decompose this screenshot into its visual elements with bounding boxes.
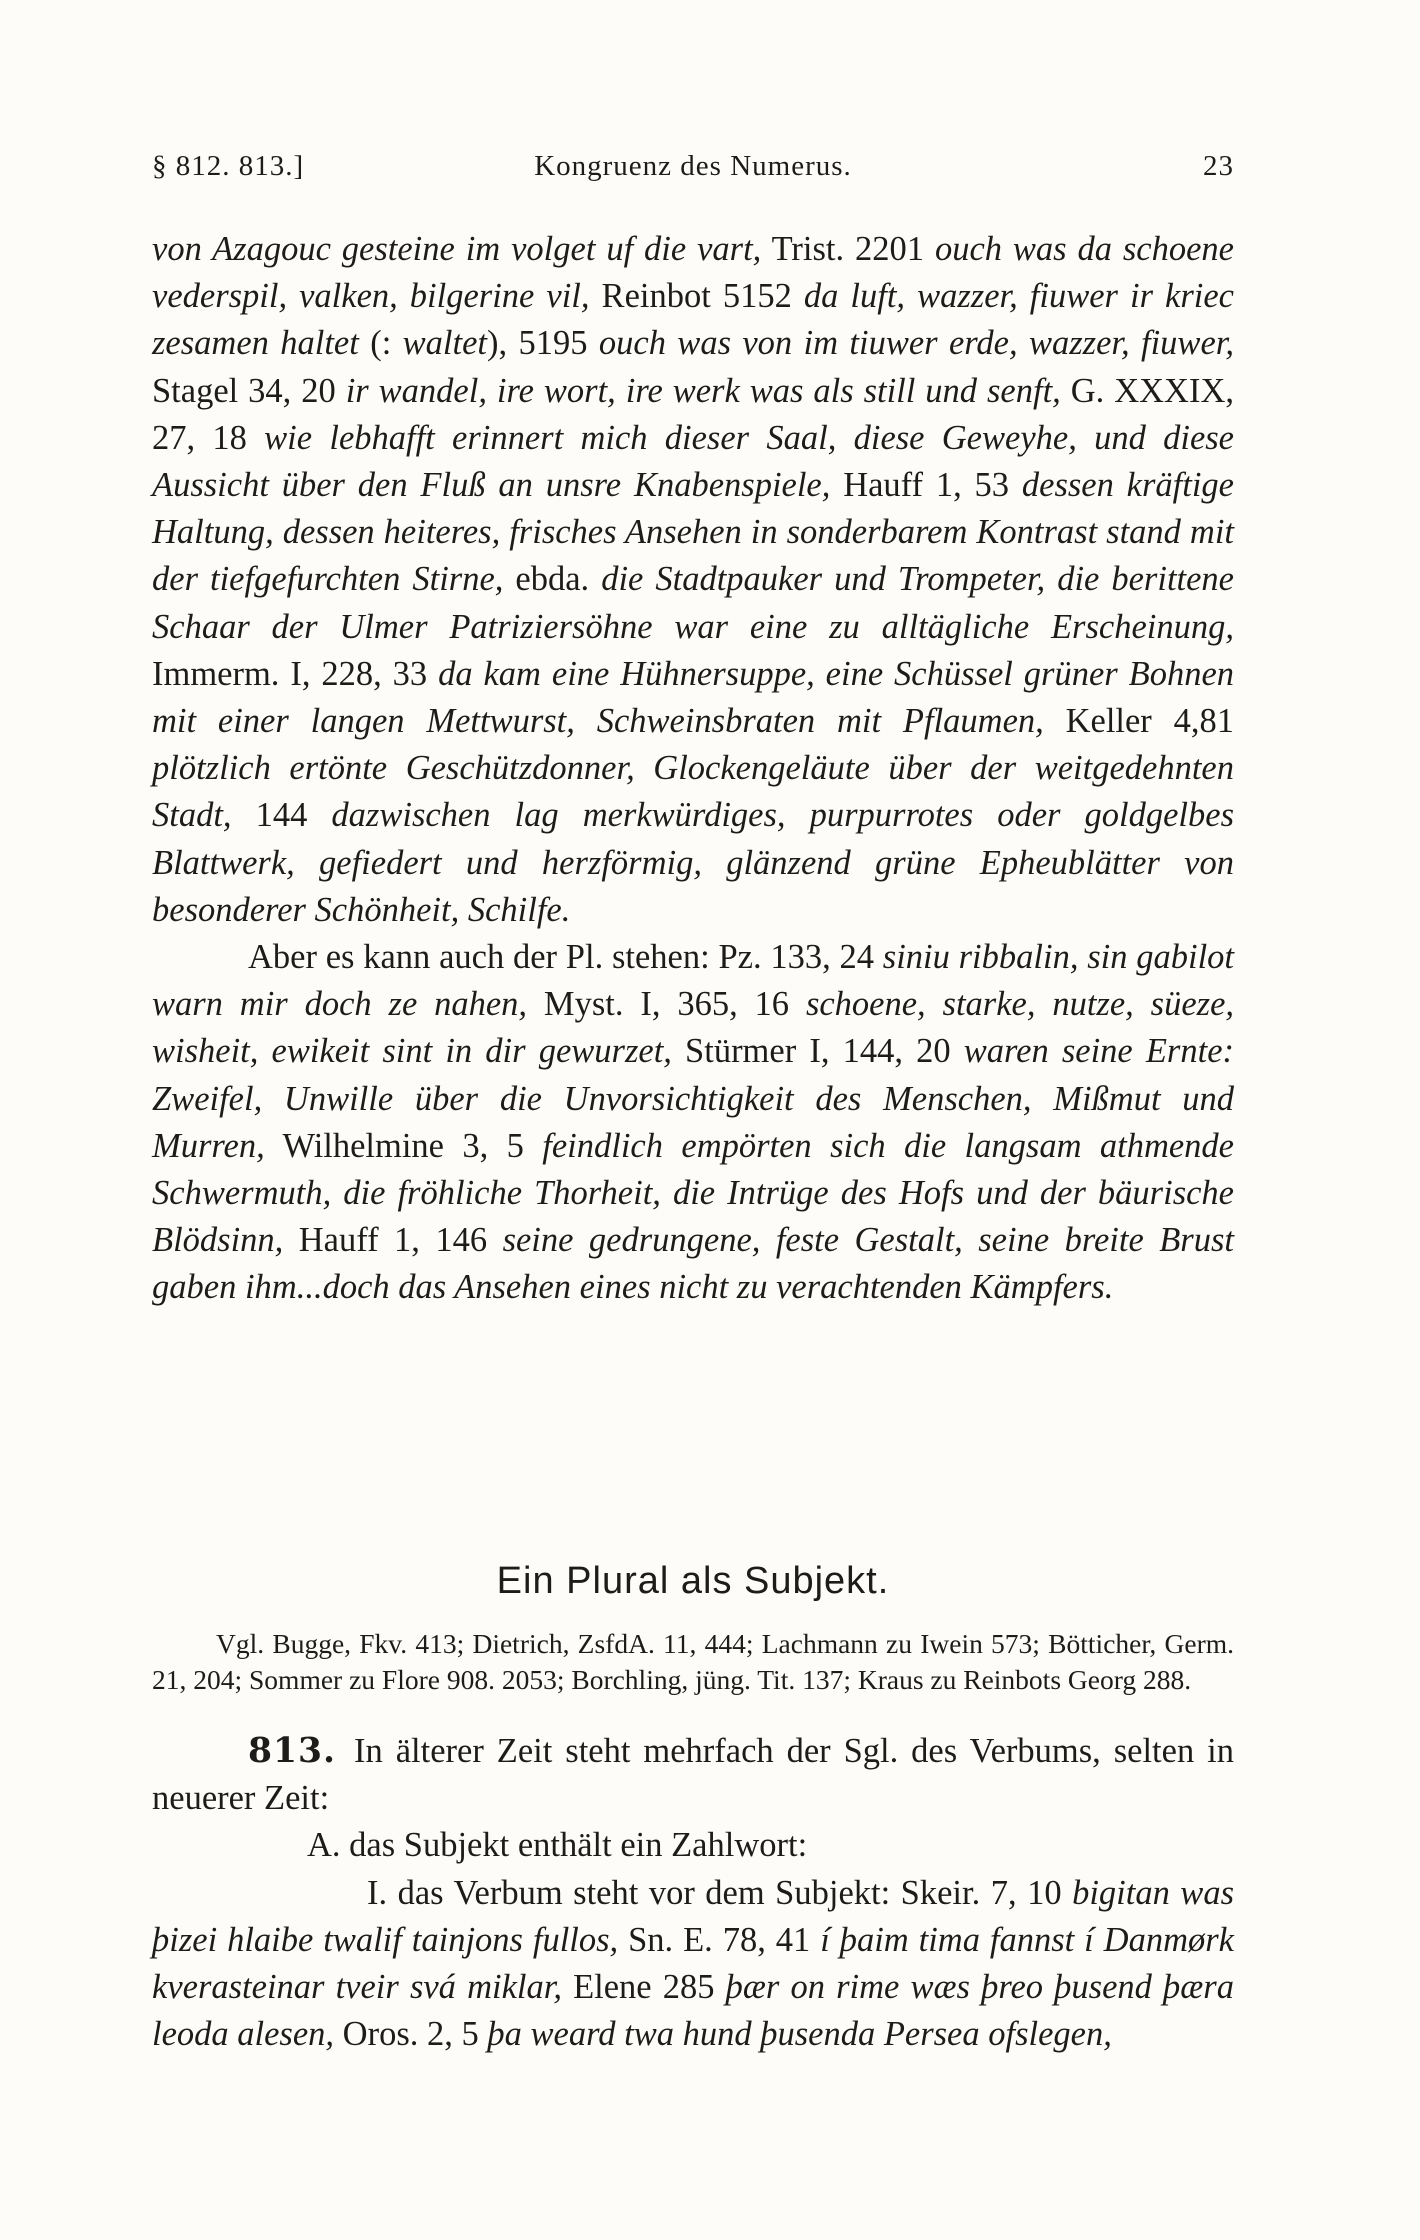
citation: ebda.	[503, 560, 602, 599]
citation: Immerm. I, 228, 33	[152, 654, 439, 693]
citation: ), 5195	[487, 324, 599, 363]
references-text: Vgl. Bugge, Fkv. 413; Dietrich, ZsfdA. 11, 444; Lachmann zu Iwein 573; Bötticher, Germ. 21, 204; Sommer zu Flore 908. 2053; Borchling, jüng. Tit. 137; Kraus zu Reinbots Georg 288.	[152, 1628, 1234, 1695]
citation: (:	[358, 324, 403, 363]
quoted-example: ouch was da schoene vederspil, valken, bilgerine vil,	[152, 230, 1234, 316]
quoted-example: wie lebhafft erinnert mich dieser Saal, diese Geweyhe, und diese Aussicht über den Fluß an unsre Knabenspiele,	[152, 418, 1234, 505]
bibliography-references	[152, 1626, 1234, 1698]
quoted-example: da kam eine Hühnersuppe, eine Schüssel grüner Bohnen mit einer langen Mettwurst, Schweinsbraten mit Pflaumen,	[152, 654, 1235, 741]
quoted-example: von Azagouc gesteine im volget uf die vart,	[152, 230, 762, 268]
quoted-example: seine gedrungene, feste Gestalt, seine breite Brust gaben ihm...doch das Ansehen eines nicht zu verachtenden Kämpfers.	[152, 1221, 1234, 1307]
quoted-example: da luft, wazzer, fiuwer ir kriec zesamen haltet	[152, 277, 1234, 363]
quoted-example: ir wandel, ire wort, ire werk was als still und senft,	[345, 371, 1061, 410]
quoted-example: plötzlich ertönte Geschützdonner, Glockengeläute über der weitgedehnten Stadt,	[152, 749, 1234, 835]
citation: Keller 4,81	[1043, 702, 1234, 741]
paragraph-examples-singular	[152, 226, 1234, 934]
body-text	[152, 226, 1234, 1312]
quoted-example: die Stadtpauker und Trompeter, die berittene Schaar der Ulmer Patriziersöhne war eine zu alltägliche Erscheinung,	[152, 560, 1234, 646]
quoted-example: waltet	[402, 324, 488, 363]
section-intro-paragraph	[152, 1728, 1234, 1822]
paragraph-examples-plural	[152, 934, 1234, 1312]
section-813	[152, 1728, 1234, 2058]
quoted-example: þær on rime wæs þreo þusend þæra leoda alesen,	[152, 1968, 1234, 2054]
citation: Stagel 34, 20	[152, 371, 346, 410]
page-number: 23	[1203, 150, 1234, 182]
running-head	[152, 150, 1234, 190]
citation: Elene 285	[561, 1968, 726, 2007]
subsection-i	[152, 1870, 1234, 2059]
subsection-a: A. das Subjekt enthält ein Zahlwort:	[307, 1826, 808, 1865]
citation: I. das Verbum steht vor dem Subjekt: Skeir. 7, 10	[367, 1873, 1073, 1912]
quoted-example: feindlich empörten sich die langsam athmende Schwermuth, die fröhliche Thorheit, die Intrüge des Hofs und der bäurische Blödsinn,	[152, 1126, 1234, 1260]
citation: Hauff 1, 146	[283, 1221, 503, 1260]
quoted-example: í þaim tima fannst í Danmørk kverasteinar tveir svá miklar,	[152, 1920, 1234, 2007]
quoted-example: bigitan was þizei hlaibe twalif tainjons fullos,	[152, 1873, 1234, 1959]
citation: Oros. 2, 5	[334, 2015, 488, 2054]
section-number: 813.	[248, 1731, 337, 1771]
page-title: Kongruenz des Numerus.	[534, 150, 852, 182]
quoted-example: waren seine Ernte: Zweifel, Unwille über die Unvorsichtigkeit des Menschen, Mißmut und Murren,	[152, 1032, 1234, 1165]
citation: Myst. I, 365, 16	[527, 985, 806, 1024]
section-heading: Ein Plural als Subjekt.	[496, 1560, 890, 1602]
citation: Aber es kann auch der Pl. stehen: Pz. 133, 24	[248, 938, 883, 977]
quoted-example: dessen kräftige Haltung, dessen heiteres, frisches Ansehen in sonderbarem Kontrast stand mit der tiefgefurchten Stirne,	[152, 466, 1234, 599]
citation: Reinbot 5152	[589, 277, 804, 316]
quoted-example: þa weard twa hund þusenda Persea ofslegen,	[487, 2015, 1112, 2054]
citation: Trist. 2201	[761, 230, 935, 268]
citation: G. XXXIX, 27, 18	[152, 371, 1234, 457]
citation: Hauff 1, 53	[830, 466, 1022, 505]
quoted-example: schoene, starke, nutze, süeze, wisheit, ewikeit sint in dir gewurzet,	[152, 985, 1235, 1071]
quoted-example: siniu ribbalin, sin gabilot warn mir doch ze nahen,	[152, 938, 1234, 1024]
citation: Sn. E. 78, 41	[618, 1920, 821, 1959]
citation: Stürmer I, 144, 20	[671, 1032, 964, 1071]
quoted-example: ouch was von im tiuwer erde, wazzer, fiuwer,	[598, 324, 1234, 363]
quoted-example: dazwischen lag merkwürdiges, purpurrotes oder goldgelbes Blattwerk, gefiedert und herzförmig, glänzend grüne Epheublätter von besonderer Schönheit, Schilfe.	[152, 796, 1234, 929]
citation: Wilhelmine 3, 5	[264, 1126, 543, 1165]
section-reference: § 812. 813.]	[152, 150, 305, 182]
section-intro-text: In älterer Zeit steht mehrfach der Sgl. des Verbums, selten in neuerer Zeit:	[152, 1732, 1234, 1818]
citation: 144	[231, 796, 332, 835]
